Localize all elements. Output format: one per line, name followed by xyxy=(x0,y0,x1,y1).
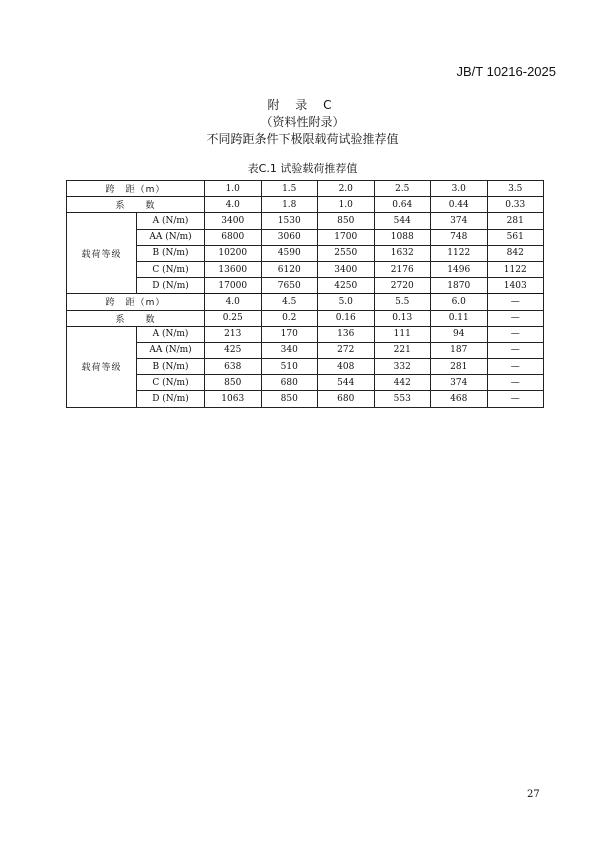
coefficient-cell: 0.13 xyxy=(374,310,431,326)
coefficient-row xyxy=(67,310,544,326)
grade-unit-label: AA (N/m) xyxy=(137,229,205,245)
grade-value-cell: 1122 xyxy=(431,245,488,261)
grade-row xyxy=(67,261,544,277)
grade-value-cell: 6120 xyxy=(261,261,318,277)
grade-value-cell: 332 xyxy=(374,359,431,375)
grade-value-cell: 340 xyxy=(261,342,318,358)
grade-value-cell: 638 xyxy=(205,359,262,375)
standard-number: JB/T 10216-2025 xyxy=(456,64,556,79)
grade-value-cell: — xyxy=(487,342,544,358)
grade-value-cell: 4250 xyxy=(318,278,375,294)
grade-row xyxy=(67,213,544,229)
load-grade-label: 载荷等级 xyxy=(67,213,137,294)
span-label: 跨 距（m） xyxy=(67,181,205,197)
grade-value-cell: 1632 xyxy=(374,245,431,261)
grade-value-cell: 3400 xyxy=(318,261,375,277)
coefficient-cell: 0.16 xyxy=(318,310,375,326)
grade-row xyxy=(67,326,544,342)
grade-unit-label: B (N/m) xyxy=(137,245,205,261)
grade-value-cell: 272 xyxy=(318,342,375,358)
grade-unit-label: D (N/m) xyxy=(137,278,205,294)
page-number: 27 xyxy=(527,789,540,800)
grade-unit-label: D (N/m) xyxy=(137,391,205,407)
grade-row xyxy=(67,229,544,245)
span-cell: 5.5 xyxy=(374,294,431,310)
load-table xyxy=(66,180,544,408)
grade-value-cell: 281 xyxy=(431,359,488,375)
grade-value-cell: 187 xyxy=(431,342,488,358)
grade-unit-label: B (N/m) xyxy=(137,359,205,375)
grade-value-cell: 221 xyxy=(374,342,431,358)
grade-value-cell: 13600 xyxy=(205,261,262,277)
load-grade-label: 载荷等级 xyxy=(67,326,137,407)
span-label: 跨 距（m） xyxy=(67,294,205,310)
coefficient-cell: 0.33 xyxy=(487,197,544,213)
grade-value-cell: 1122 xyxy=(487,261,544,277)
grade-value-cell: — xyxy=(487,326,544,342)
grade-value-cell: 2720 xyxy=(374,278,431,294)
grade-value-cell: 10200 xyxy=(205,245,262,261)
grade-value-cell: 425 xyxy=(205,342,262,358)
grade-value-cell: 408 xyxy=(318,359,375,375)
grade-unit-label: A (N/m) xyxy=(137,213,205,229)
coefficient-cell: — xyxy=(487,310,544,326)
grade-value-cell: 1496 xyxy=(431,261,488,277)
grade-value-cell: 374 xyxy=(431,375,488,391)
coefficient-cell: 0.64 xyxy=(374,197,431,213)
grade-unit-label: C (N/m) xyxy=(137,261,205,277)
coefficient-cell: 4.0 xyxy=(205,197,262,213)
coefficient-label: 系 数 xyxy=(67,197,205,213)
grade-value-cell: 3400 xyxy=(205,213,262,229)
span-cell: 4.5 xyxy=(261,294,318,310)
grade-value-cell: 850 xyxy=(261,391,318,407)
grade-value-cell: — xyxy=(487,359,544,375)
grade-value-cell: 442 xyxy=(374,375,431,391)
grade-value-cell: 7650 xyxy=(261,278,318,294)
grade-value-cell: 680 xyxy=(261,375,318,391)
grade-unit-label: C (N/m) xyxy=(137,375,205,391)
appendix-name: 不同跨距条件下极限载荷试验推荐值 xyxy=(206,132,399,146)
grade-value-cell: 17000 xyxy=(205,278,262,294)
grade-value-cell: 1870 xyxy=(431,278,488,294)
grade-row xyxy=(67,391,544,407)
grade-unit-label: AA (N/m) xyxy=(137,342,205,358)
grade-value-cell: 213 xyxy=(205,326,262,342)
span-cell: 3.5 xyxy=(487,181,544,197)
grade-value-cell: 850 xyxy=(318,213,375,229)
span-row xyxy=(67,181,544,197)
grade-value-cell: 374 xyxy=(431,213,488,229)
span-cell: 1.0 xyxy=(205,181,262,197)
grade-value-cell: 1063 xyxy=(205,391,262,407)
grade-value-cell: 510 xyxy=(261,359,318,375)
grade-value-cell: 3060 xyxy=(261,229,318,245)
coefficient-cell: 0.2 xyxy=(261,310,318,326)
span-row xyxy=(67,294,544,310)
coefficient-label: 系 数 xyxy=(67,310,205,326)
grade-value-cell: 136 xyxy=(318,326,375,342)
span-cell: 1.5 xyxy=(261,181,318,197)
coefficient-cell: 0.25 xyxy=(205,310,262,326)
grade-value-cell: 1088 xyxy=(374,229,431,245)
grade-value-cell: 2550 xyxy=(318,245,375,261)
grade-value-cell: 680 xyxy=(318,391,375,407)
span-cell: — xyxy=(487,294,544,310)
span-cell: 3.0 xyxy=(431,181,488,197)
table-body xyxy=(67,181,544,408)
grade-value-cell: 1530 xyxy=(261,213,318,229)
grade-value-cell: 281 xyxy=(487,213,544,229)
grade-value-cell: — xyxy=(487,375,544,391)
grade-value-cell: 561 xyxy=(487,229,544,245)
grade-row xyxy=(67,359,544,375)
grade-value-cell: — xyxy=(487,391,544,407)
grade-value-cell: 111 xyxy=(374,326,431,342)
span-cell: 6.0 xyxy=(431,294,488,310)
span-cell: 2.0 xyxy=(318,181,375,197)
grade-value-cell: 1700 xyxy=(318,229,375,245)
span-cell: 2.5 xyxy=(374,181,431,197)
table-caption: 表C.1 试验载荷推荐值 xyxy=(247,162,358,175)
grade-value-cell: 2176 xyxy=(374,261,431,277)
appendix-subtitle: （资料性附录） xyxy=(260,115,345,129)
coefficient-cell: 0.44 xyxy=(431,197,488,213)
grade-value-cell: 842 xyxy=(487,245,544,261)
grade-row xyxy=(67,245,544,261)
grade-row xyxy=(67,278,544,294)
grade-value-cell: 553 xyxy=(374,391,431,407)
grade-value-cell: 6800 xyxy=(205,229,262,245)
span-cell: 5.0 xyxy=(318,294,375,310)
grade-value-cell: 1403 xyxy=(487,278,544,294)
grade-value-cell: 544 xyxy=(318,375,375,391)
grade-row xyxy=(67,342,544,358)
span-cell: 4.0 xyxy=(205,294,262,310)
grade-value-cell: 544 xyxy=(374,213,431,229)
grade-value-cell: 468 xyxy=(431,391,488,407)
coefficient-cell: 1.8 xyxy=(261,197,318,213)
coefficient-row xyxy=(67,197,544,213)
grade-value-cell: 748 xyxy=(431,229,488,245)
grade-value-cell: 170 xyxy=(261,326,318,342)
grade-value-cell: 850 xyxy=(205,375,262,391)
grade-value-cell: 94 xyxy=(431,326,488,342)
appendix-title: 附 录 C xyxy=(267,98,338,112)
coefficient-cell: 0.11 xyxy=(431,310,488,326)
coefficient-cell: 1.0 xyxy=(318,197,375,213)
grade-row xyxy=(67,375,544,391)
grade-value-cell: 4590 xyxy=(261,245,318,261)
grade-unit-label: A (N/m) xyxy=(137,326,205,342)
